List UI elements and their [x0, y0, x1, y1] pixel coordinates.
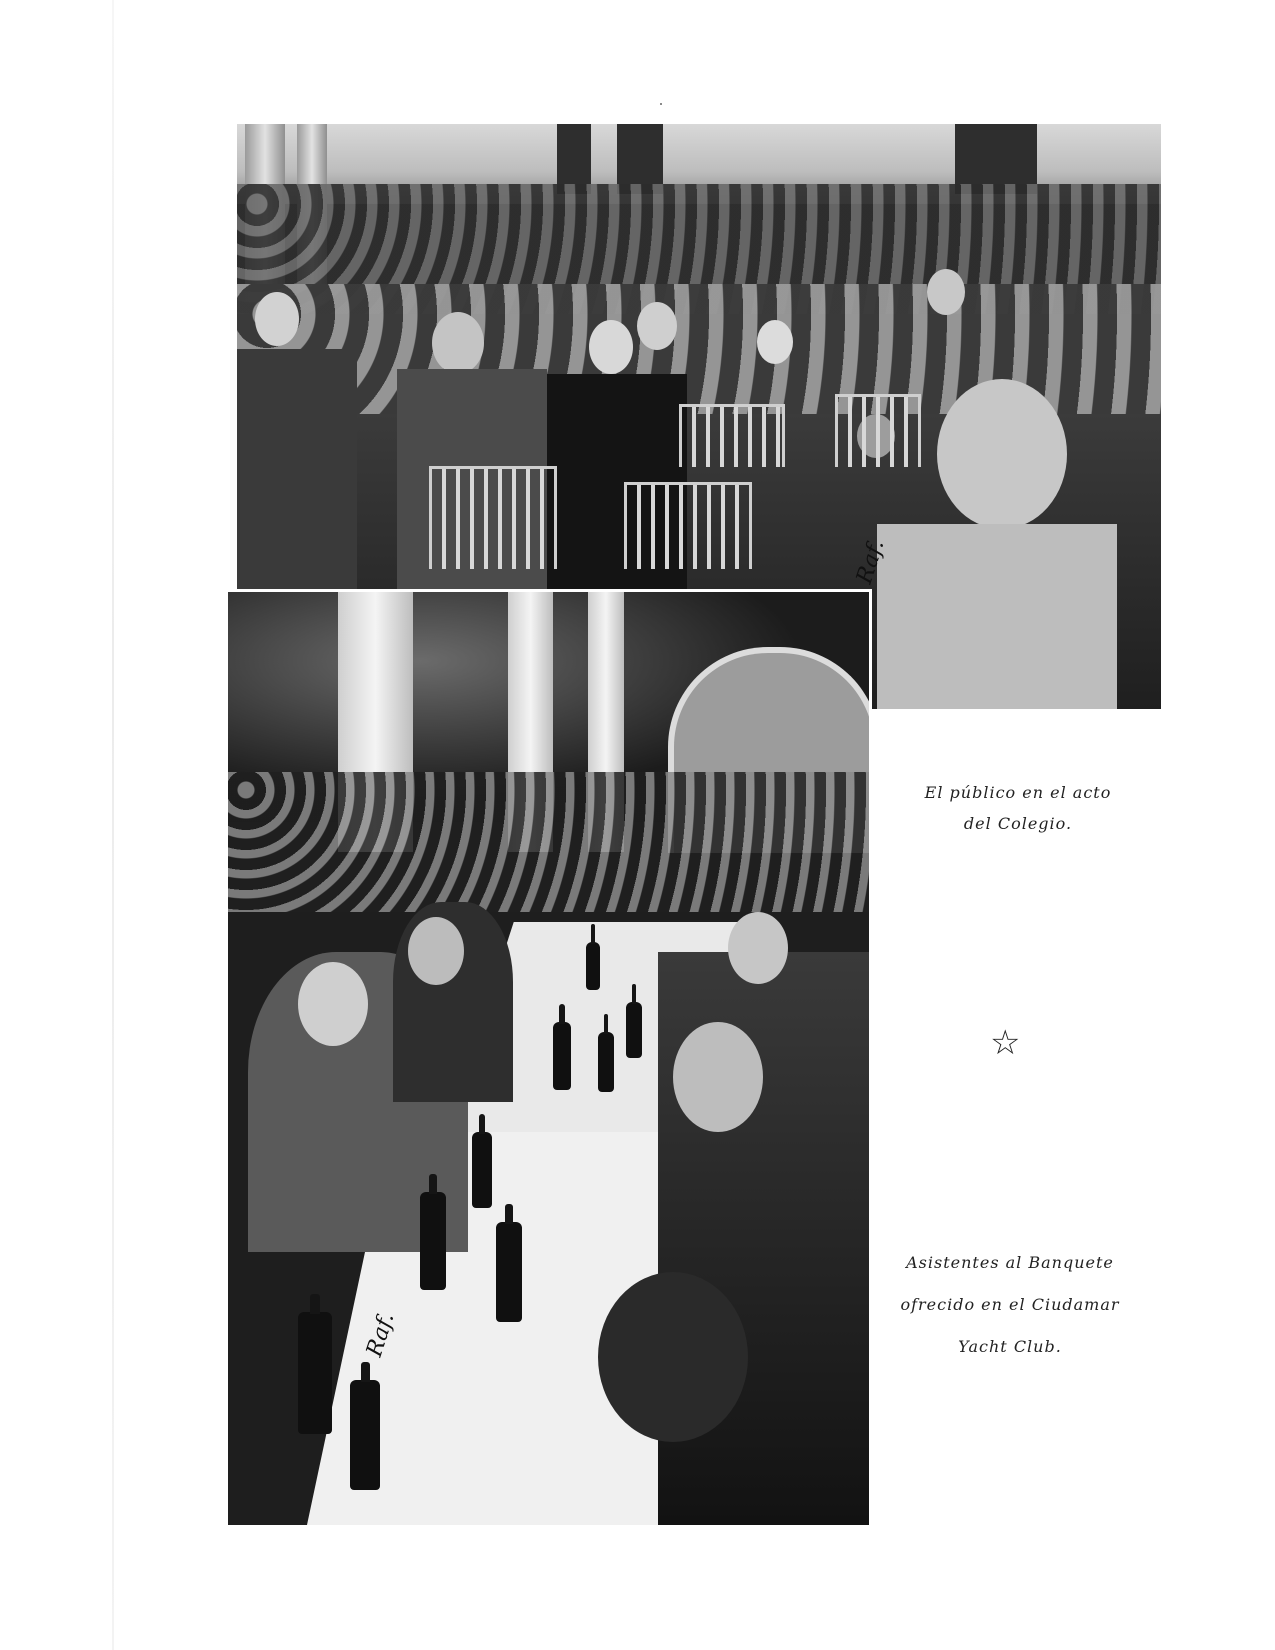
- bottle: [553, 1022, 571, 1090]
- bottle: [586, 942, 600, 990]
- attendee-face: [757, 320, 793, 364]
- attendee-face: [255, 292, 299, 346]
- caption-line: ofrecido en el Ciudamar: [900, 1295, 1120, 1314]
- bottle: [626, 1002, 642, 1058]
- diner-face: [408, 917, 464, 985]
- bottle: [472, 1132, 492, 1208]
- wooden-chair: [429, 466, 557, 569]
- attendee-face: [637, 302, 677, 350]
- banquet-caption: [890, 1255, 1130, 1355]
- wooden-chair: [835, 394, 921, 467]
- attendee-face: [937, 379, 1067, 529]
- attendee-jacket: [877, 524, 1117, 709]
- diner-face: [298, 962, 368, 1046]
- diner-face: [728, 912, 788, 984]
- wooden-chair: [624, 482, 752, 569]
- caption-line: Asistentes al Banquete: [906, 1253, 1114, 1272]
- caption-line: Yacht Club.: [958, 1337, 1062, 1356]
- caption-line: El público en el acto: [924, 783, 1112, 802]
- photographer-signature: Raf.: [362, 1309, 400, 1360]
- attendee-face: [589, 320, 633, 374]
- bottle: [350, 1380, 380, 1490]
- banquet-photo: [228, 589, 872, 1525]
- diners-background: [228, 772, 869, 912]
- attendee-face: [432, 312, 484, 374]
- diner-face: [673, 1022, 763, 1132]
- diner-head-blurred: [598, 1272, 748, 1442]
- photographer-signature: Raf.: [852, 536, 890, 587]
- caption-line: del Colegio.: [963, 814, 1073, 833]
- audience-caption: [898, 785, 1138, 832]
- bottle: [598, 1032, 614, 1092]
- bottle: [298, 1312, 332, 1434]
- print-speck: [660, 103, 662, 105]
- star-icon: ☆: [990, 1023, 1021, 1063]
- bottle: [420, 1192, 446, 1290]
- attendee-face: [927, 269, 965, 315]
- page-edge: [112, 0, 114, 1650]
- wooden-chair: [679, 404, 785, 467]
- bottle: [496, 1222, 522, 1322]
